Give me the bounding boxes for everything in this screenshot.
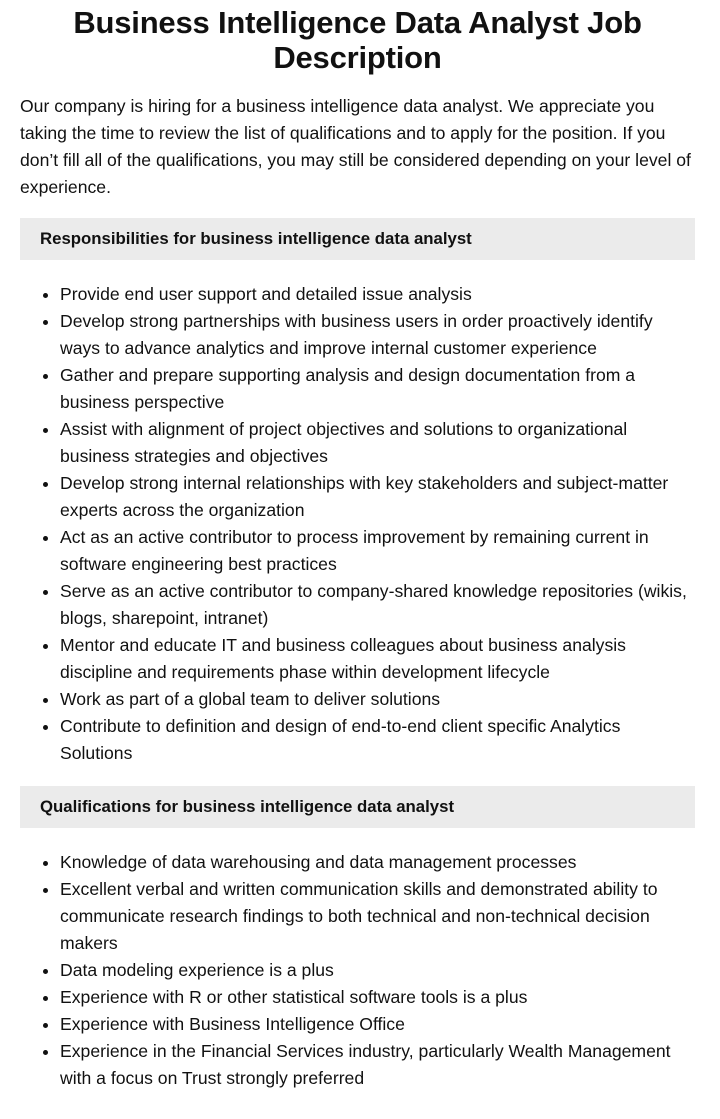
list-item: • Data modeling experience is a plus xyxy=(60,957,695,984)
list-item: • Assist with alignment of project objectives and solutions to organizational business strategies and objectives xyxy=(60,416,695,470)
list-item: • Excellent verbal and written communication skills and demonstrated ability to communicate research findings to both technical and non-technical decision makers xyxy=(60,876,695,957)
page-title: Business Intelligence Data Analyst Job Description xyxy=(73,5,642,75)
list-item: • Provide end user support and detailed issue analysis xyxy=(60,281,695,308)
list-item: • Knowledge of data warehousing and data management processes xyxy=(60,849,695,876)
list-item: • Develop strong partnerships with business users in order proactively identify ways to advance analytics and improve internal customer experience xyxy=(60,308,695,362)
list-item: • Act as an active contributor to process improvement by remaining current in software engineering best practices xyxy=(60,524,695,578)
list-item: • Experience with Business Intelligence Office xyxy=(60,1011,695,1038)
intro-paragraph: Our company is hiring for a business intelligence data analyst. We appreciate you taking the time to review the list of qualifications and to apply for the position. If you don’t fill all of the qualifications, you may still be considered depending on your level of experience. xyxy=(20,96,691,197)
list-item: • Experience with R or other statistical software tools is a plus xyxy=(60,984,695,1011)
list-item: • Mentor and educate IT and business colleagues about business analysis discipline and requirements phase within development lifecycle xyxy=(60,632,695,686)
list-item: • Develop strong internal relationships with key stakeholders and subject-matter experts across the organization xyxy=(60,470,695,524)
list-item: • Serve as an active contributor to company-shared knowledge repositories (wikis, blogs, sharepoint, intranet) xyxy=(60,578,695,632)
qualifications-heading: Qualifications for business intelligence data analyst xyxy=(20,786,695,828)
responsibilities-list xyxy=(20,281,695,767)
list-item: • Contribute to definition and design of end-to-end client specific Analytics Solutions xyxy=(60,713,695,767)
list-item: • Gather and prepare supporting analysis and design documentation from a business perspective xyxy=(60,362,695,416)
responsibilities-heading: Responsibilities for business intelligence data analyst xyxy=(20,218,695,260)
list-item: • Work as part of a global team to deliver solutions xyxy=(60,686,695,713)
list-item: • Experience in the Financial Services industry, particularly Wealth Management with a focus on Trust strongly preferred xyxy=(60,1038,695,1092)
qualifications-list xyxy=(20,849,695,1092)
